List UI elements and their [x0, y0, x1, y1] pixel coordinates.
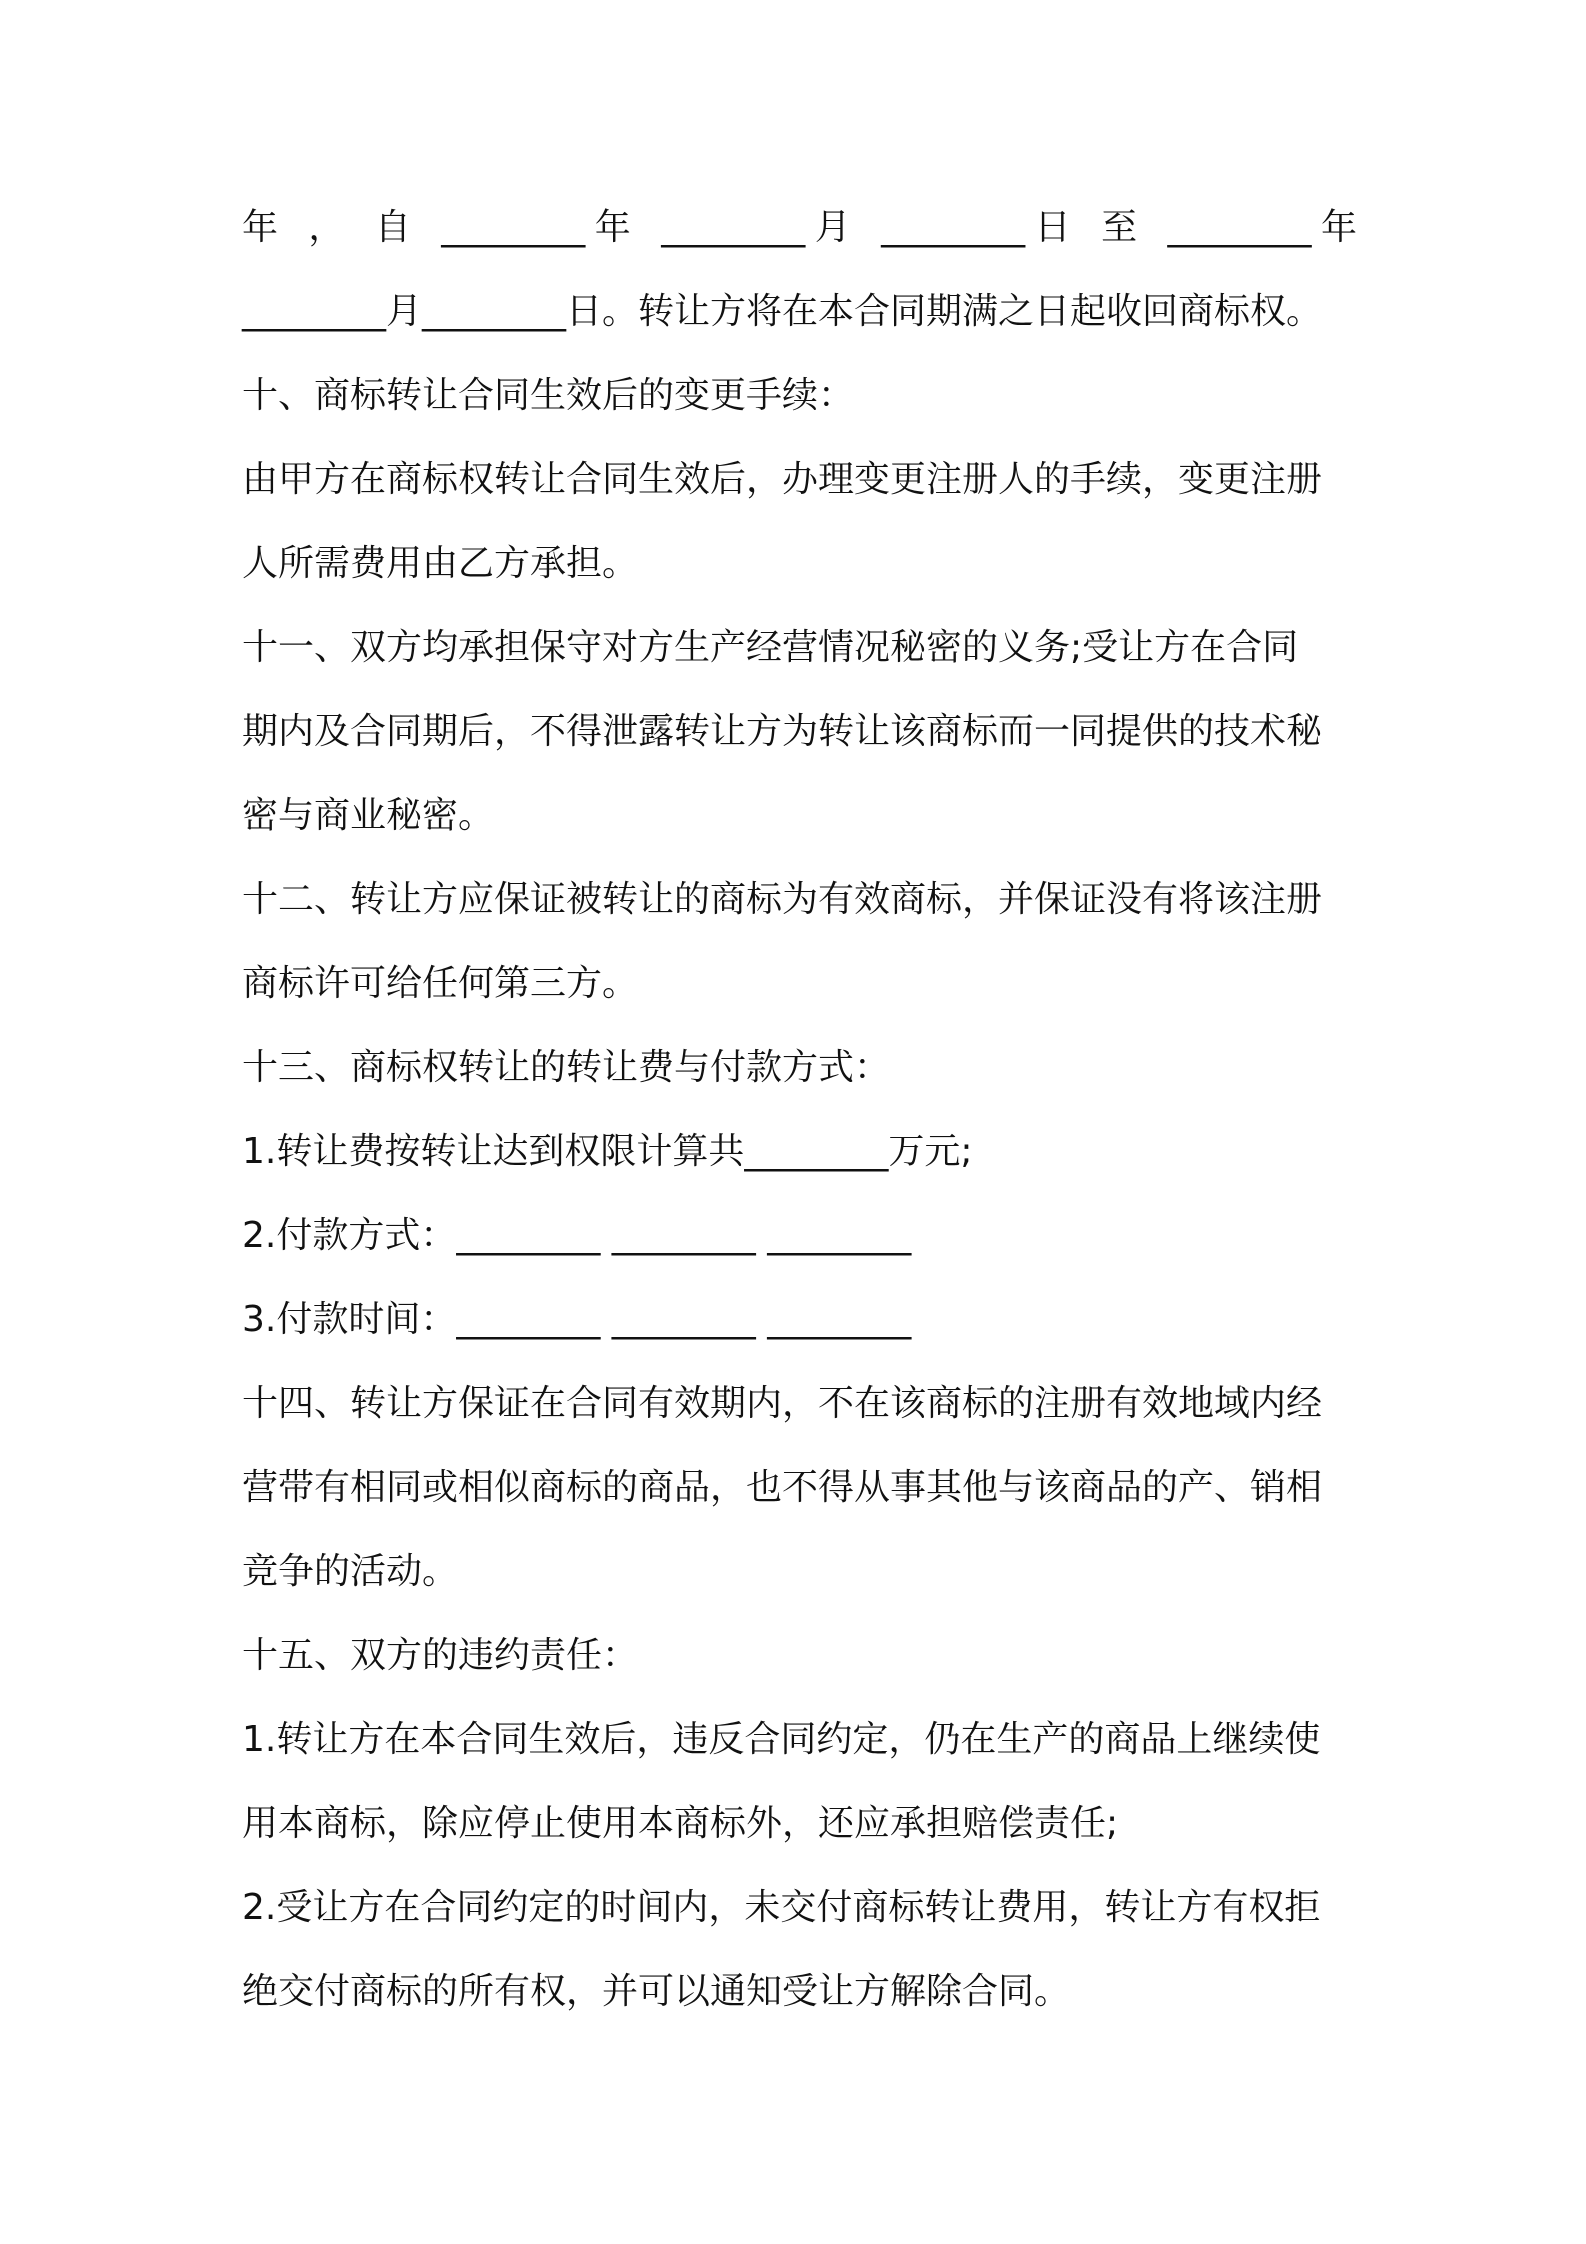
text-line: ________月________日。转让方将在本合同期满之日起收回商标权。 — [242, 291, 1323, 332]
text-line: 十一、双方均承担保守对方生产经营情况秘密的义务;受让方在合同 — [242, 627, 1299, 668]
text-line: 由甲方在商标权转让合同生效后，办理变更注册人的手续，变更注册 — [242, 459, 1323, 500]
text-line: 十四、转让方保证在合同有效期内，不在该商标的注册有效地域内经 — [242, 1383, 1323, 1424]
section-heading: 十三、商标权转让的转让费与付款方式： — [242, 1047, 891, 1088]
text-line: 绝交付商标的所有权，并可以通知受让方解除合同。 — [242, 1971, 1071, 2012]
text-line: 1.转让费按转让达到权限计算共________万元; — [242, 1131, 973, 1172]
text-line: 十二、转让方应保证被转让的商标为有效商标，并保证没有将该注册 — [242, 879, 1323, 920]
text-line: 人所需费用由乙方承担。 — [242, 543, 639, 584]
text-line: 1.转让方在本合同生效后，违反合同约定，仍在生产的商品上继续使 — [242, 1719, 1321, 1760]
text-line: 商标许可给任何第三方。 — [242, 963, 639, 1004]
section-heading: 十五、双方的违约责任： — [242, 1635, 639, 1676]
text-line: 年 ， 自 ________年 ________月 ________日 至 ________年 — [242, 207, 1357, 248]
section-heading: 十、商标转让合同生效后的变更手续： — [242, 375, 855, 416]
text-line: 营带有相同或相似商标的商品，也不得从事其他与该商品的产、销相 — [242, 1467, 1323, 1508]
text-line: 2.付款方式：________ ________ ________ — [242, 1215, 912, 1256]
text-line: 2.受让方在合同约定的时间内，未交付商标转让费用，转让方有权拒 — [242, 1887, 1321, 1928]
text-line: 密与商业秘密。 — [242, 795, 495, 836]
text-line: 3.付款时间：________ ________ ________ — [242, 1299, 912, 1340]
text-line: 用本商标，除应停止使用本商标外，还应承担赔偿责任; — [242, 1803, 1119, 1844]
text-line: 竞争的活动。 — [242, 1551, 459, 1592]
text-line: 期内及合同期后，不得泄露转让方为转让该商标而一同提供的技术秘 — [242, 711, 1323, 752]
